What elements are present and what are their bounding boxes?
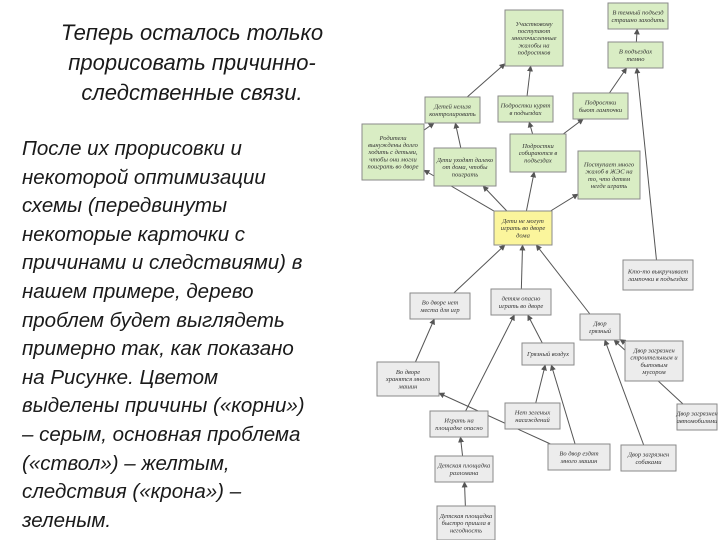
card-green	[434, 148, 496, 186]
card-gray	[625, 341, 683, 381]
body-line: После их прорисовки и	[22, 137, 242, 160]
card-text-line: Кто-то выкручивает	[627, 268, 689, 276]
card-text-line: много машин	[560, 457, 598, 465]
card-gray	[675, 404, 718, 430]
card-text-line: быстро пришла в	[441, 520, 491, 528]
card-text-line: Нет зеленых	[514, 409, 551, 417]
card-text-line: играть во дворе	[500, 225, 546, 233]
connector-arrow	[464, 482, 465, 506]
connector-arrow	[529, 122, 532, 134]
card-gray	[435, 456, 493, 482]
card-gray	[410, 293, 470, 319]
title-line: следственные связи.	[81, 80, 303, 105]
body-line: причинами и следствиями) в	[22, 251, 303, 275]
body-line: на Рисунке. Цветом	[22, 365, 219, 389]
card-gray	[522, 343, 574, 365]
connector-arrow	[415, 319, 434, 362]
card-text-line: контролировать	[429, 110, 476, 118]
card-text-line: Детская площадка	[439, 513, 493, 520]
title-line: прорисовать причинно-	[68, 50, 316, 75]
card-text-line: темно	[626, 55, 645, 63]
card-text-line: страшно заходить	[611, 16, 665, 24]
card-gray	[377, 362, 439, 396]
card-text-line: строительным и	[630, 354, 678, 362]
card-text-line: насаждений	[515, 416, 550, 424]
card-green	[425, 97, 480, 123]
card-yellow	[494, 211, 552, 245]
card-text-line: вынуждены долго	[368, 142, 418, 149]
card-text-line: Дети не могут	[502, 218, 544, 225]
card-text-line: жалоб в ЖЭС на	[585, 168, 633, 176]
card-text-line: жалобы на	[518, 42, 550, 50]
card-text-line: чтобы они могли	[369, 156, 417, 164]
card-green	[608, 42, 663, 68]
connector-arrow	[528, 315, 543, 343]
body-line: нашем примере, дерево	[22, 279, 254, 303]
card-gray	[548, 444, 610, 470]
card-text-line: Во дворе	[395, 369, 421, 376]
card-text-line: поступают	[517, 28, 551, 35]
card-text-line: Подростки	[584, 99, 617, 107]
card-text-line: подростков	[517, 49, 551, 57]
card-text-line: негодность	[449, 527, 483, 535]
card-gray	[437, 506, 495, 540]
body-line: схемы (передвинуты	[22, 194, 228, 218]
card-green	[573, 93, 628, 119]
card-gray	[623, 260, 693, 290]
card-text-line: площадке опасно	[435, 424, 483, 432]
card-text-line: Грязный воздух	[527, 351, 569, 359]
card-text-line: ходить с детьми,	[368, 149, 418, 157]
card-text-line: автомобилями	[676, 417, 718, 425]
connector-arrow	[551, 194, 578, 211]
card-text-line: Двор загрязнен	[633, 347, 675, 355]
connector-arrow	[521, 245, 522, 289]
card-text-line: Поступает много	[583, 161, 635, 169]
card-text-line: от дома, чтобы	[442, 164, 488, 172]
card-text-line: собираются в	[518, 150, 558, 158]
card-text-line: Двор загрязнен	[627, 451, 670, 459]
card-text-line: поиграть во дворе	[367, 163, 419, 171]
card-text-line: Во двор ездят	[559, 450, 599, 458]
card-text-line: в подъездах	[509, 109, 542, 117]
connector-arrow	[563, 119, 583, 134]
card-text-line: Во дворе нет	[421, 299, 459, 307]
card-text-line: места для игр	[420, 306, 460, 314]
connector-arrow	[460, 437, 462, 456]
card-text-line: разломана	[449, 469, 479, 477]
body-line: некоторой оптимизации	[22, 165, 266, 189]
body-line: зеленым.	[22, 508, 112, 532]
card-gray	[491, 289, 551, 315]
connector-arrow	[536, 365, 546, 403]
connector-arrow	[636, 29, 637, 42]
connector-arrow	[609, 68, 626, 93]
card-text-line: хранятся много	[385, 376, 431, 384]
card-text-line: Подростки	[522, 143, 554, 150]
card-text-line: то, что детям	[588, 175, 630, 183]
card-green	[498, 96, 553, 122]
card-green	[505, 10, 563, 66]
connector-arrow	[424, 123, 434, 130]
card-text-line: Дети уходят далеко	[436, 157, 494, 164]
connector-arrow	[454, 245, 505, 293]
body-line: проблем будет выглядеть	[22, 308, 285, 332]
connector-arrow	[467, 64, 505, 97]
card-text-line: бытовым	[640, 361, 668, 369]
card-text-line: машин	[398, 383, 418, 391]
card-text-line: Участковому	[515, 20, 553, 28]
body-line: некоторые карточки с	[22, 222, 246, 246]
card-text-line: играть во дворе	[498, 302, 544, 310]
card-text-line: подъездах	[524, 157, 552, 165]
card-gray	[505, 403, 560, 429]
connector-arrow	[466, 315, 515, 411]
card-green	[608, 3, 668, 29]
card-text-line: В темный подъезд	[612, 9, 664, 17]
body-line: («ствол») – желтым,	[22, 451, 230, 475]
card-text-line: мусором	[642, 369, 666, 376]
card-text-line: негде играть	[590, 183, 628, 190]
card-text-line: грязный	[588, 327, 612, 335]
card-text-line: поиграть	[451, 171, 479, 179]
body-line: – серым, основная проблема	[22, 422, 301, 446]
card-text-line: многочисленные	[511, 35, 557, 43]
card-green	[510, 134, 566, 172]
card-text-line: В подъездах	[618, 48, 653, 56]
body-line: следствия («крона») –	[22, 480, 242, 504]
card-text-line: собаками	[635, 458, 662, 466]
card-text-line: дома	[516, 232, 530, 240]
card-layer	[362, 3, 718, 540]
card-gray	[430, 411, 488, 437]
title-line: Теперь осталось только	[60, 20, 324, 45]
connector-arrow	[527, 66, 531, 96]
card-text-line: Двор	[593, 320, 607, 328]
card-green	[362, 124, 424, 180]
card-text-line: Подростки курят	[500, 102, 551, 110]
card-text-line: лампочки в подъездах	[628, 275, 688, 283]
card-text-line: бьют лампочки	[578, 106, 623, 114]
card-text-line: Играть на	[444, 417, 474, 425]
connector-arrow	[455, 123, 460, 148]
connector-arrow	[526, 172, 534, 211]
card-text-line: детям опасно	[501, 295, 541, 303]
card-text-line: Родители	[379, 134, 407, 142]
card-text-line: Двор загрязнен	[676, 410, 718, 418]
body-line: выделены причины («корни»)	[22, 394, 305, 418]
body-line: примерно так, как показано	[22, 337, 294, 361]
card-gray	[621, 445, 676, 471]
connector-arrow	[620, 340, 625, 343]
card-gray	[580, 314, 620, 340]
card-green	[578, 151, 640, 199]
card-text-line: Детская площадка	[437, 462, 491, 470]
card-text-line: Детей нельзя	[434, 103, 471, 111]
